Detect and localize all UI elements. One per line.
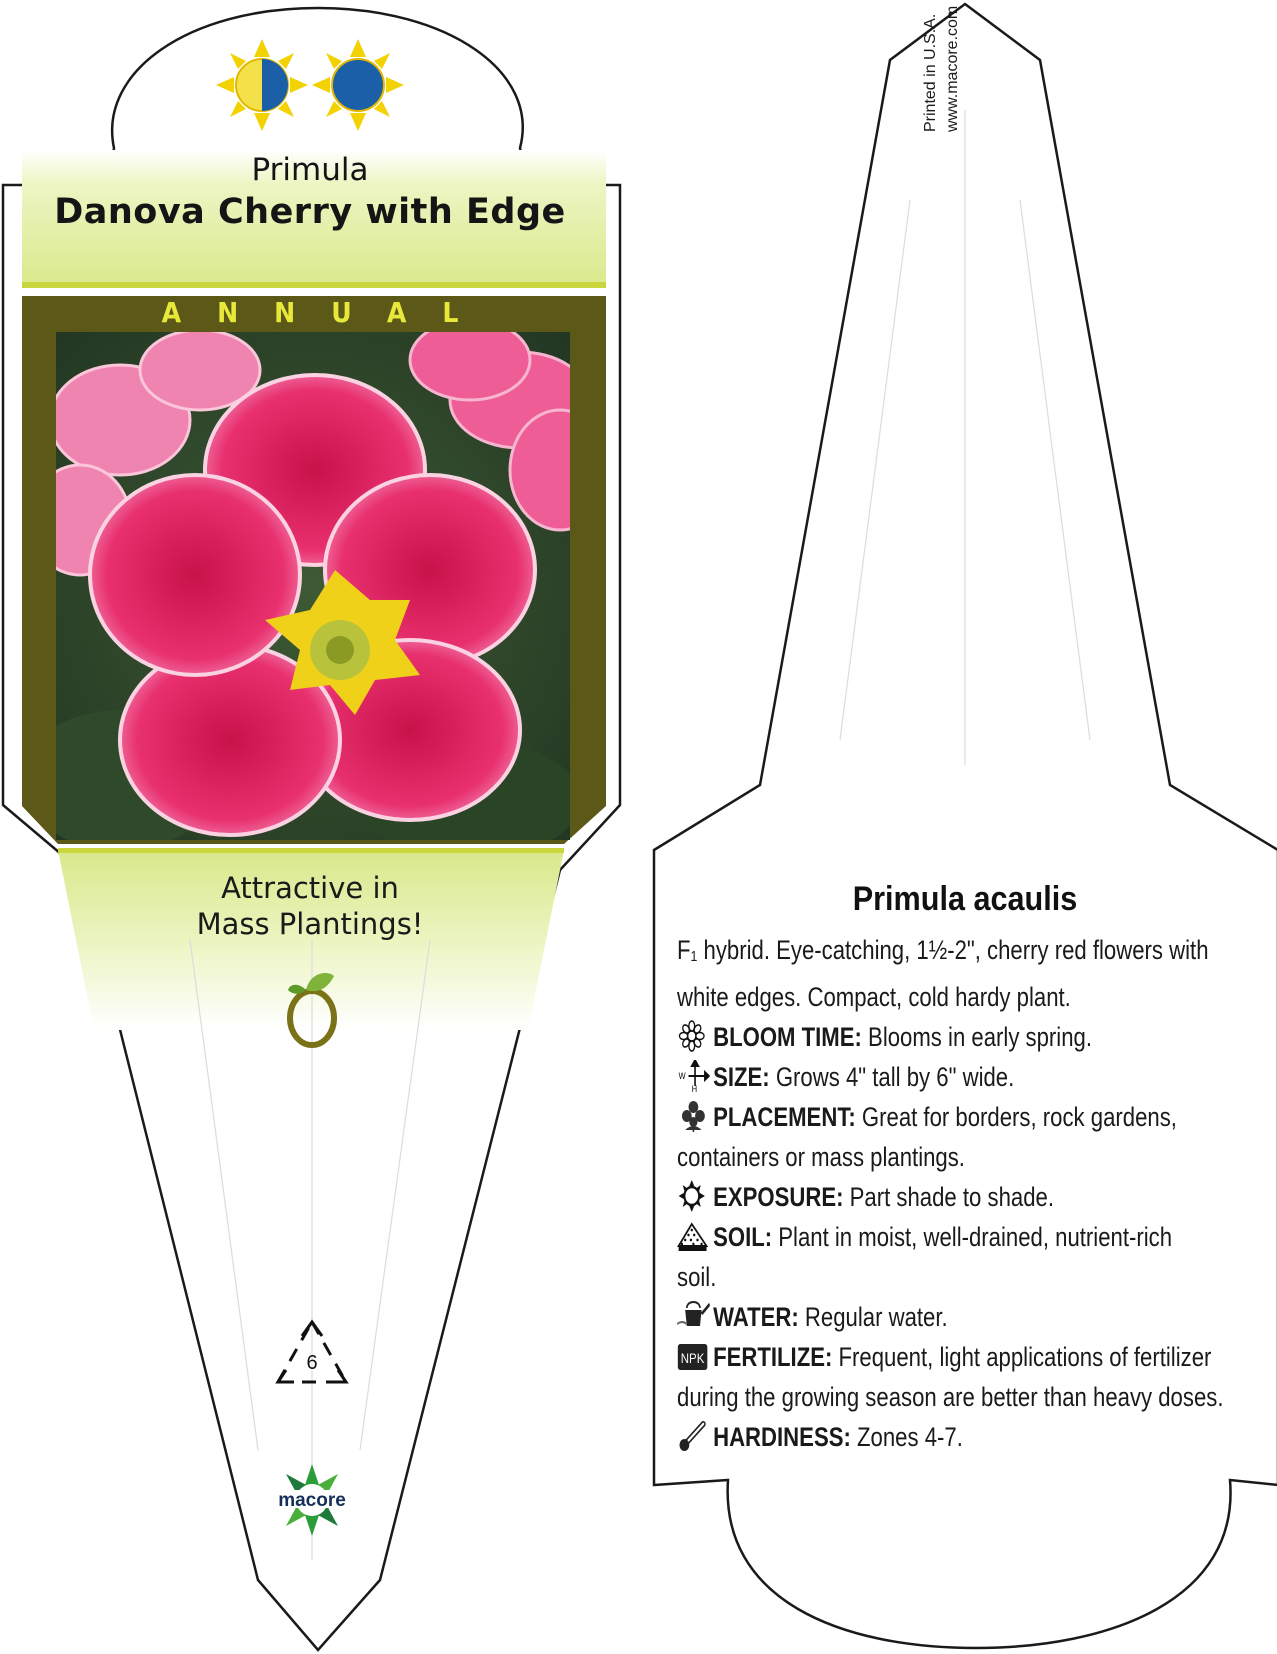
f1-subscript: 1 xyxy=(690,948,698,965)
size-h-label: H xyxy=(691,1084,698,1092)
size-w-label: W xyxy=(678,1071,686,1082)
size-text: Grows 4" tall by 6" wide. xyxy=(769,1062,1015,1092)
care-instructions xyxy=(677,930,1257,1457)
flower-icon xyxy=(677,1020,710,1052)
size-row xyxy=(677,1057,1153,1097)
front-variety-name: Danova Cherry with Edge xyxy=(54,192,566,232)
fertilize-row xyxy=(677,1337,1212,1377)
flower-cluster-icon xyxy=(677,1100,710,1132)
hardiness-text: Zones 4-7. xyxy=(850,1422,963,1452)
bloom-text: Blooms in early spring. xyxy=(861,1022,1093,1052)
tagline xyxy=(60,870,560,942)
bloom-label: BLOOM TIME: xyxy=(713,1022,862,1052)
fertilize-line-2: during the growing season are better than heavy doses. xyxy=(677,1382,1224,1412)
placement-line-2: containers or mass plantings. xyxy=(677,1142,965,1172)
intro-text-1: hybrid. Eye-catching, 1½-2", cherry red flowers with xyxy=(697,935,1209,965)
intro-line-1 xyxy=(677,930,1209,977)
intro-line-2: white edges. Compact, cold hardy plant. xyxy=(677,982,1071,1012)
exposure-text: Part shade to shade. xyxy=(843,1182,1054,1212)
flower-photo xyxy=(20,320,610,860)
water-text: Regular water. xyxy=(798,1302,948,1332)
thermometer-icon xyxy=(677,1420,710,1452)
soil-pile-icon xyxy=(677,1220,710,1252)
f1-letter: F xyxy=(677,935,691,965)
printed-website: www.macore.com xyxy=(944,5,961,132)
exposure-row xyxy=(677,1177,1153,1217)
watering-can-icon xyxy=(677,1300,710,1332)
annual-label: ANNUAL xyxy=(161,296,495,329)
printed-info xyxy=(868,5,1068,212)
botanical-name: Primula acaulis xyxy=(852,880,1078,918)
recycle-code: 6 xyxy=(306,1352,318,1374)
soil-line-2: soil. xyxy=(677,1262,717,1292)
tagline-line-2: Mass Plantings! xyxy=(196,907,424,941)
printed-country: Printed in U.S.A. xyxy=(922,13,939,132)
hardiness-label: HARDINESS: xyxy=(713,1422,851,1452)
placement-text: Great for borders, rock gardens, xyxy=(855,1102,1177,1132)
npk-text: NPK xyxy=(680,1349,705,1367)
hardiness-row xyxy=(677,1417,1153,1457)
sun-outline-icon xyxy=(677,1180,710,1212)
brand-name: macore xyxy=(278,1490,346,1511)
bloom-row xyxy=(677,1017,1153,1057)
soil-row xyxy=(677,1217,1173,1257)
water-row xyxy=(677,1297,1153,1337)
npk-icon xyxy=(677,1340,710,1372)
soil-text: Plant in moist, well-drained, nutrient-rich xyxy=(772,1222,1173,1252)
water-label: WATER: xyxy=(713,1302,799,1332)
fertilize-text: Frequent, light applications of fertilizer xyxy=(832,1342,1212,1372)
placement-row xyxy=(677,1097,1177,1137)
exposure-label: EXPOSURE: xyxy=(713,1182,844,1212)
size-label: SIZE: xyxy=(713,1062,770,1092)
tagline-line-1: Attractive in xyxy=(221,871,399,905)
front-genus-name: Primula xyxy=(251,152,369,188)
soil-label: SOIL: xyxy=(713,1222,773,1252)
placement-label: PLACEMENT: xyxy=(713,1102,856,1132)
size-arrows-icon xyxy=(677,1060,710,1092)
fertilize-label: FERTILIZE: xyxy=(713,1342,833,1372)
